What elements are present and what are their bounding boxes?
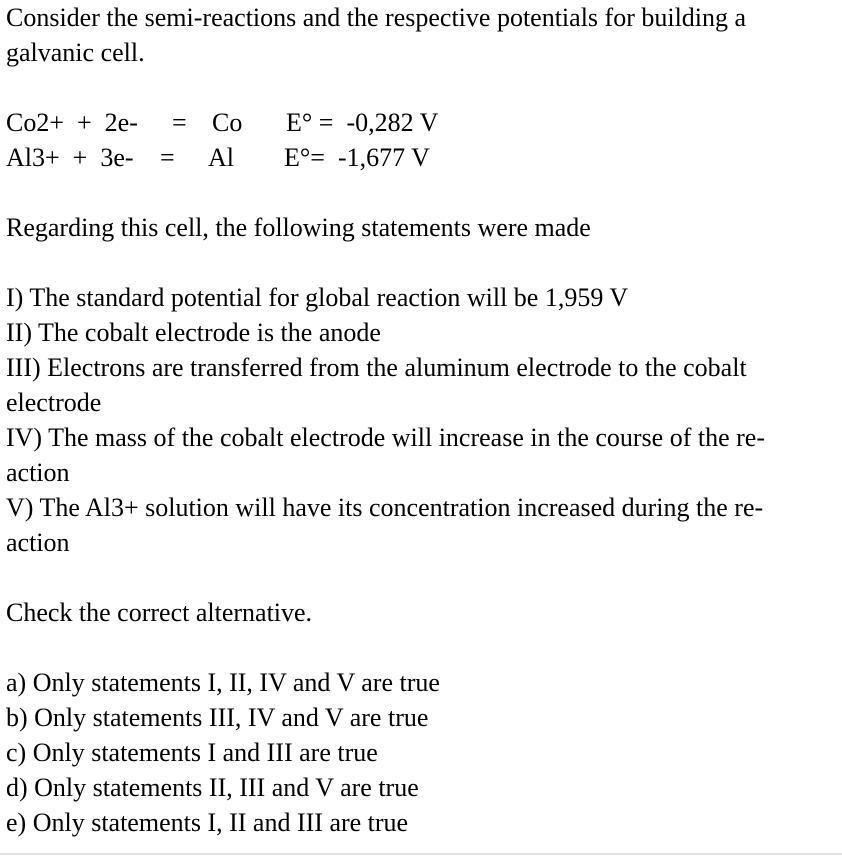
statement-3-cont: electrode bbox=[6, 388, 102, 417]
alternative-a: a) Only statements I, II, IV and V are true bbox=[6, 668, 440, 697]
question-document bbox=[6, 0, 836, 840]
standard-potential: E° = -0,282 V bbox=[286, 108, 439, 137]
reactant: Co2+ + 2e- bbox=[6, 108, 138, 137]
equals-sign: = bbox=[160, 143, 175, 172]
statement-3: III) Electrons are transferred from the aluminum electrode to the cobalt bbox=[6, 353, 747, 382]
statements-list bbox=[6, 280, 836, 560]
spacer bbox=[6, 560, 836, 595]
spacer bbox=[6, 70, 836, 105]
intro-line-2: galvanic cell. bbox=[6, 38, 145, 67]
half-reaction-aluminum bbox=[6, 140, 836, 175]
alternative-e: e) Only statements I, II and III are true bbox=[6, 808, 409, 837]
alternatives-list bbox=[6, 665, 836, 840]
intro-line-1: Consider the semi-reactions and the respective potentials for building a bbox=[6, 3, 747, 32]
reactant: Al3+ + 3e- bbox=[6, 143, 134, 172]
alternative-b: b) Only statements III, IV and V are true bbox=[6, 703, 429, 732]
statement-2: II) The cobalt electrode is the anode bbox=[6, 318, 381, 347]
half-reaction-cobalt bbox=[6, 105, 836, 140]
statement-1: I) The standard potential for global reaction will be 1,959 V bbox=[6, 283, 629, 312]
product: Co bbox=[212, 108, 243, 137]
bottom-divider bbox=[0, 853, 842, 855]
spacer bbox=[6, 245, 836, 280]
statement-4-cont: action bbox=[6, 458, 70, 487]
alternative-d: d) Only statements II, III and V are true bbox=[6, 773, 419, 802]
statement-5: V) The Al3+ solution will have its concentration increased during the re- bbox=[6, 493, 764, 522]
standard-potential: E°= -1,677 V bbox=[284, 143, 430, 172]
question-prompt: Check the correct alternative. bbox=[6, 598, 313, 627]
product: Al bbox=[208, 143, 234, 172]
spacer bbox=[6, 630, 836, 665]
spacer bbox=[6, 175, 836, 210]
alternative-c: c) Only statements I and III are true bbox=[6, 738, 378, 767]
statement-4: IV) The mass of the cobalt electrode will increase in the course of the re- bbox=[6, 423, 765, 452]
statements-intro: Regarding this cell, the following statements were made bbox=[6, 213, 591, 242]
statement-5-cont: action bbox=[6, 528, 70, 557]
equals-sign: = bbox=[172, 108, 187, 137]
